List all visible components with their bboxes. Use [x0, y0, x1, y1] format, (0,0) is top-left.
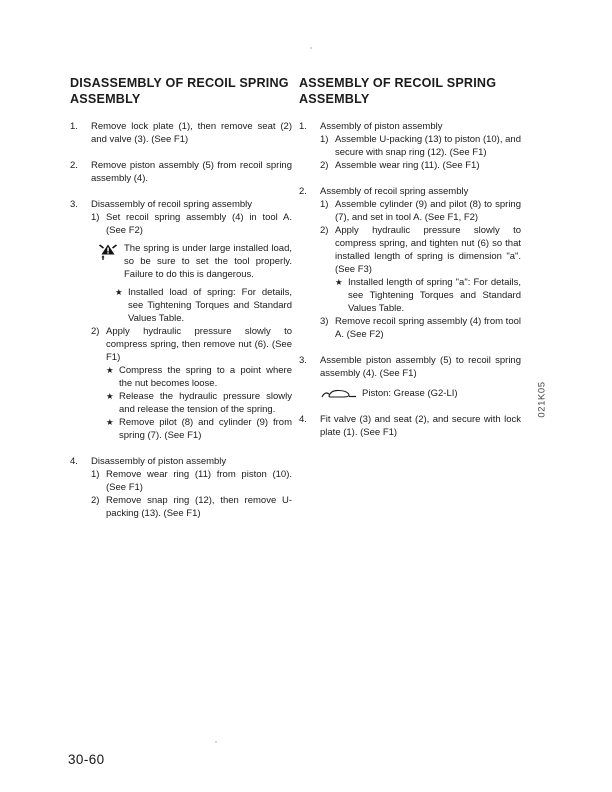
note-item [115, 286, 292, 325]
form-code: 021K05 [536, 381, 548, 418]
sub-item-text: Remove wear ring (11) from piston (10). (See F1) [106, 469, 292, 493]
warning-text: The spring is under large installed load, so be sure to set the tool properly. Failure to do this is dangerous. [124, 243, 292, 280]
item-text: Assemble piston assembly (5) to recoil spring assembly (4). (See F1) [320, 355, 521, 379]
list-item [70, 159, 292, 185]
sub-item-number: 1) [320, 199, 329, 210]
item-text: Disassembly of piston assembly [91, 456, 227, 467]
sub-item [320, 198, 521, 224]
sub-item-text: Remove snap ring (12), then remove U-packing (13). (See F1) [106, 495, 292, 519]
item-number: 4. [70, 456, 78, 467]
sub-item-number: 2) [91, 495, 100, 506]
note-text: Release the hydraulic pressure slowly and release the tension of the spring. [119, 391, 292, 415]
grease-note-text: Piston: Grease (G2-LI) [362, 388, 458, 399]
right-column [299, 76, 521, 439]
left-column [70, 76, 292, 520]
star-bullet: ★ [106, 391, 114, 401]
list-item [299, 413, 521, 439]
scan-artifact-dot [310, 47, 312, 49]
sub-item-number: 2) [91, 326, 100, 337]
list-item [299, 185, 521, 341]
sub-item-number: 1) [320, 134, 329, 145]
list-item [70, 120, 292, 146]
item-number: 2. [70, 160, 78, 171]
item-text: Remove piston assembly (5) from recoil spring assembly (4). [91, 160, 292, 184]
star-bullet: ★ [106, 365, 114, 375]
sub-item [91, 325, 292, 364]
list-item [299, 120, 521, 172]
sub-item-number: 1) [91, 469, 100, 480]
scan-artifact-dot [215, 741, 217, 743]
note-text: Compress the spring to a point where the nut becomes loose. [119, 365, 292, 389]
list-item [70, 455, 292, 520]
sub-item [91, 468, 292, 494]
sub-item [320, 224, 521, 276]
list-item [299, 354, 521, 400]
sub-item-number: 2) [320, 225, 329, 236]
sub-item [91, 211, 292, 237]
item-text: Assembly of piston assembly [320, 121, 443, 132]
star-bullet: ★ [335, 277, 343, 287]
sub-item-number: 2) [320, 160, 329, 171]
right-section-title: ASSEMBLY OF RECOIL SPRING ASSEMBLY [299, 76, 497, 106]
item-number: 1. [299, 121, 307, 132]
sub-item-number: 1) [91, 212, 100, 223]
item-number: 3. [299, 355, 307, 366]
list-item [70, 198, 292, 442]
sub-item [320, 315, 521, 341]
sub-item-text: Assemble U-packing (13) to piston (10), and secure with snap ring (12). (See F1) [335, 134, 521, 158]
note-item [106, 390, 292, 416]
sub-item-text: Assemble cylinder (9) and pilot (8) to spring (7), and set in tool A. (See F1, F2) [335, 199, 521, 223]
page-number: 30-60 [68, 752, 105, 767]
item-text: Remove lock plate (1), then remove seat (2) and valve (3). (See F1) [91, 121, 292, 145]
sub-item [320, 133, 521, 159]
star-bullet: ★ [115, 287, 123, 297]
item-number: 3. [70, 199, 78, 210]
sub-item-text: Assemble wear ring (11). (See F1) [335, 160, 480, 171]
note-item [106, 416, 292, 442]
sub-item [320, 159, 521, 172]
item-text: Fit valve (3) and seat (2), and secure with lock plate (1). (See F1) [320, 414, 521, 438]
note-text: Installed length of spring "a": For details, see Tightening Torques and Standard Values Table. [348, 277, 521, 314]
left-section-title: DISASSEMBLY OF RECOIL SPRING ASSEMBLY [70, 76, 289, 106]
note-text: Installed load of spring: For details, see Tightening Torques and Standard Values Table. [128, 287, 292, 324]
sub-item-text: Apply hydraulic pressure slowly to compress spring, and tighten nut (6) so that installed length of spring is dimension "a". (See F3) [335, 225, 521, 275]
note-item [106, 364, 292, 390]
grease-gun-icon [321, 387, 357, 400]
sub-item [91, 494, 292, 520]
item-number: 1. [70, 121, 78, 132]
warning-note [97, 242, 292, 281]
sub-item-text: Apply hydraulic pressure slowly to compress spring, then remove nut (6). (See F1) [106, 326, 292, 363]
warning-icon [97, 242, 119, 261]
sub-item-text: Set recoil spring assembly (4) in tool A. (See F2) [106, 212, 292, 236]
item-number: 2. [299, 186, 307, 197]
note-text: Remove pilot (8) and cylinder (9) from spring (7). (See F1) [119, 417, 292, 441]
grease-note [321, 387, 521, 400]
star-bullet: ★ [106, 417, 114, 427]
item-text: Assembly of recoil spring assembly [320, 186, 469, 197]
sub-item-text: Remove recoil spring assembly (4) from tool A. (See F2) [335, 316, 521, 340]
item-number: 4. [299, 414, 307, 425]
sub-item-number: 3) [320, 316, 329, 327]
note-item [335, 276, 521, 315]
item-text: Disassembly of recoil spring assembly [91, 199, 253, 210]
